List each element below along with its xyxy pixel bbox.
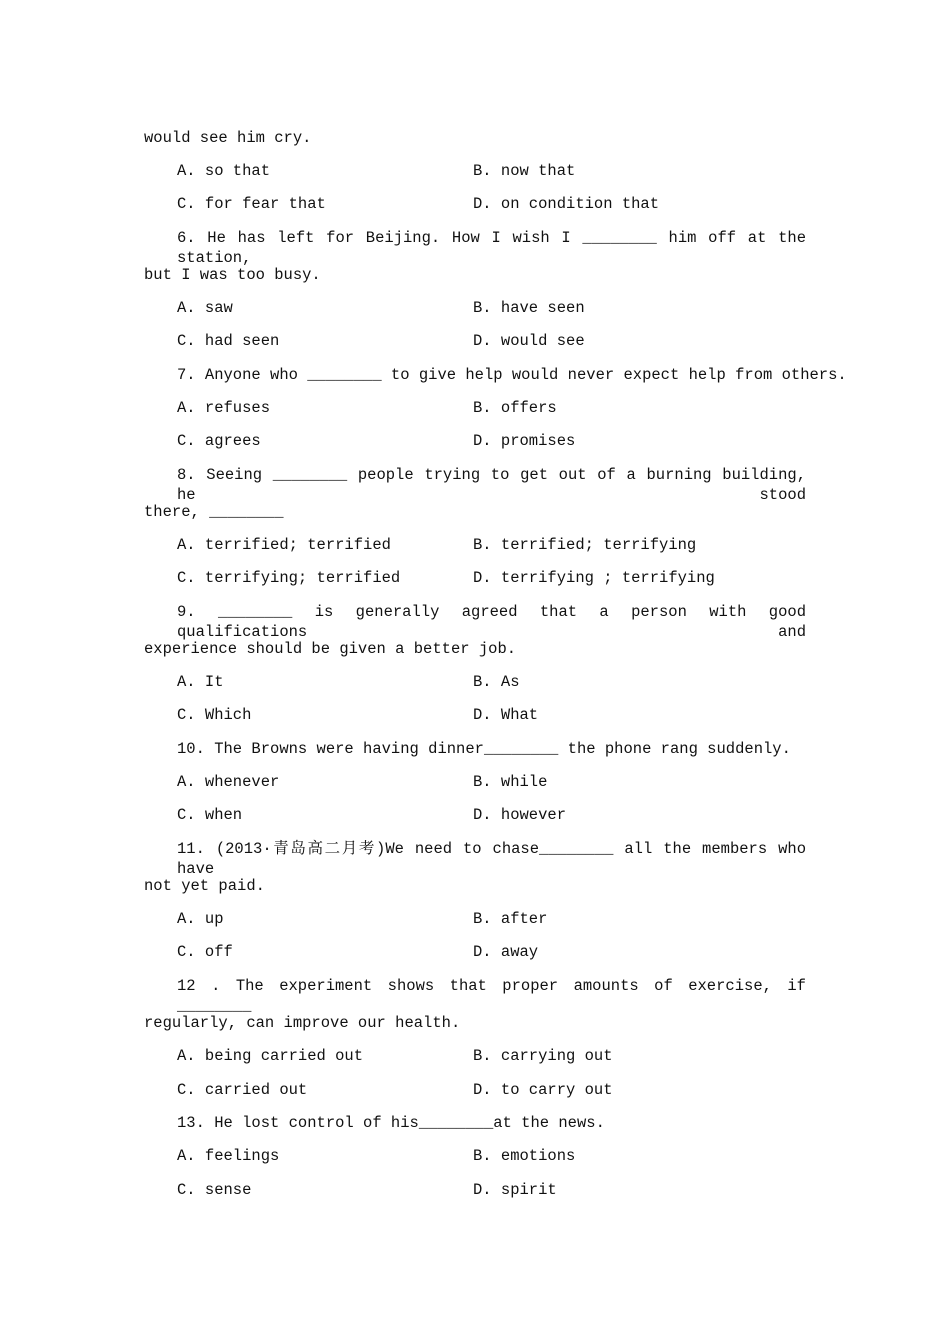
q6-option-d: D. would see [473, 332, 585, 350]
q12-option-a: A. being carried out [177, 1047, 364, 1065]
question-6-continuation: but I was too busy. [144, 266, 321, 284]
q9-option-d: D. What [473, 706, 539, 724]
q12-option-b: B. carrying out [473, 1047, 613, 1065]
q13-option-a: A. feelings [177, 1147, 280, 1165]
q13-option-d: D. spirit [473, 1181, 557, 1199]
question-11-stem: 11. (2013·青岛高二月考)We need to chase________ all the members who have [177, 840, 806, 878]
q8-option-c: C. terrifying; terrified [177, 569, 401, 587]
q5-option-d: D. on condition that [473, 195, 660, 213]
q10-option-d: D. however [473, 806, 567, 824]
q13-option-c: C. sense [177, 1181, 252, 1199]
q10-option-c: C. when [177, 806, 243, 824]
question-12-continuation: regularly, can improve our health. [144, 1014, 461, 1032]
q7-option-c: C. agrees [177, 432, 261, 450]
q11-option-b: B. after [473, 910, 548, 928]
q12-option-d: D. to carry out [473, 1081, 613, 1099]
q7-option-d: D. promises [473, 432, 576, 450]
q8-option-a: A. terrified; terrified [177, 536, 391, 554]
question-8-continuation: there, ________ [144, 503, 284, 521]
q8-option-d: D. terrifying ; terrifying [473, 569, 715, 587]
q11-option-a: A. up [177, 910, 224, 928]
question-5-continuation: would see him cry. [144, 129, 312, 147]
question-7-stem: 7. Anyone who ________ to give help would never expect help from others. [177, 366, 847, 384]
question-11-continuation: not yet paid. [144, 877, 265, 895]
question-12-stem: 12 . The experiment shows that proper amounts of exercise, if ________ [177, 977, 806, 1015]
q6-option-a: A. saw [177, 299, 233, 317]
q11-option-d: D. away [473, 943, 539, 961]
q5-option-a: A. so that [177, 162, 271, 180]
q9-option-a: A. It [177, 673, 224, 691]
q5-option-b: B. now that [473, 162, 576, 180]
question-6-stem: 6. He has left for Beijing. How I wish I ________ him off at the station, [177, 229, 806, 267]
q7-option-a: A. refuses [177, 399, 271, 417]
question-10-stem: 10. The Browns were having dinner________ the phone rang suddenly. [177, 740, 791, 758]
q5-option-c: C. for fear that [177, 195, 326, 213]
q10-option-b: B. while [473, 773, 548, 791]
q8-option-b: B. terrified; terrifying [473, 536, 697, 554]
question-9-continuation: experience should be given a better job. [144, 640, 517, 658]
q6-option-b: B. have seen [473, 299, 585, 317]
q10-option-a: A. whenever [177, 773, 280, 791]
q13-option-b: B. emotions [473, 1147, 576, 1165]
q11-option-c: C. off [177, 943, 233, 961]
question-9-stem: 9. ________ is generally agreed that a person with good qualifications and [177, 603, 806, 641]
q6-option-c: C. had seen [177, 332, 280, 350]
q12-option-c: C. carried out [177, 1081, 308, 1099]
q9-option-c: C. Which [177, 706, 252, 724]
q7-option-b: B. offers [473, 399, 557, 417]
q9-option-b: B. As [473, 673, 520, 691]
question-13-stem: 13. He lost control of his________at the news. [177, 1114, 605, 1132]
question-8-stem: 8. Seeing ________ people trying to get out of a burning building, he stood [177, 466, 806, 504]
